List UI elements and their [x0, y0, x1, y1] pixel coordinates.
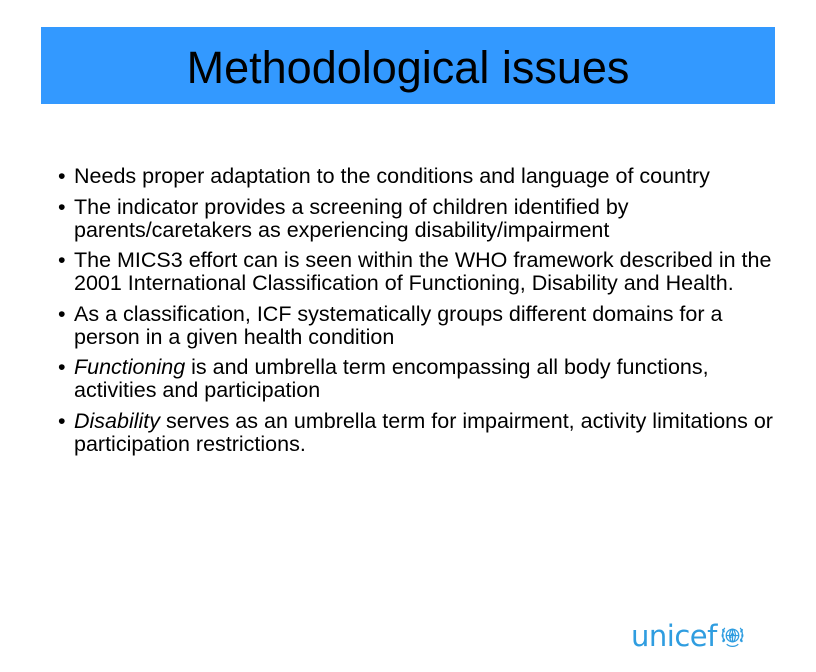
- bullet-emphasis: Disability: [74, 408, 161, 433]
- bullet-text: serves as an umbrella term for impairment, activity limitations or participation restrictions.: [74, 408, 773, 456]
- unicef-logo: [631, 618, 746, 654]
- unicef-emblem-icon: [719, 623, 746, 650]
- bullet-item: [58, 303, 778, 349]
- bullet-text: The indicator provides a screening of children identified by parents/caretakers as experiencing disability/impairment: [74, 194, 629, 242]
- title-bar: [41, 27, 775, 104]
- bullet-item: [58, 196, 778, 242]
- bullet-text: is and umbrella term encompassing all body functions, activities and participation: [74, 355, 709, 402]
- bullet-text: Needs proper adaptation to the conditions and language of country: [74, 164, 710, 188]
- slide-title: Methodological issues: [186, 42, 630, 93]
- bullet-item: [58, 249, 778, 295]
- bullet-text: As a classification, ICF systematically groups different domains for a person in a given health condition: [74, 301, 723, 349]
- bullet-emphasis: Functioning: [74, 355, 186, 379]
- logo-text: unicef: [631, 618, 717, 653]
- bullet-list: [58, 165, 778, 463]
- bullet-item: [58, 410, 778, 456]
- bullet-text: The MICS3 effort can is seen within the WHO framework described in the 2001 International Classification of Functioning, Disability and Health.: [74, 248, 772, 295]
- bullet-item: [58, 356, 778, 402]
- bullet-item: [58, 165, 778, 188]
